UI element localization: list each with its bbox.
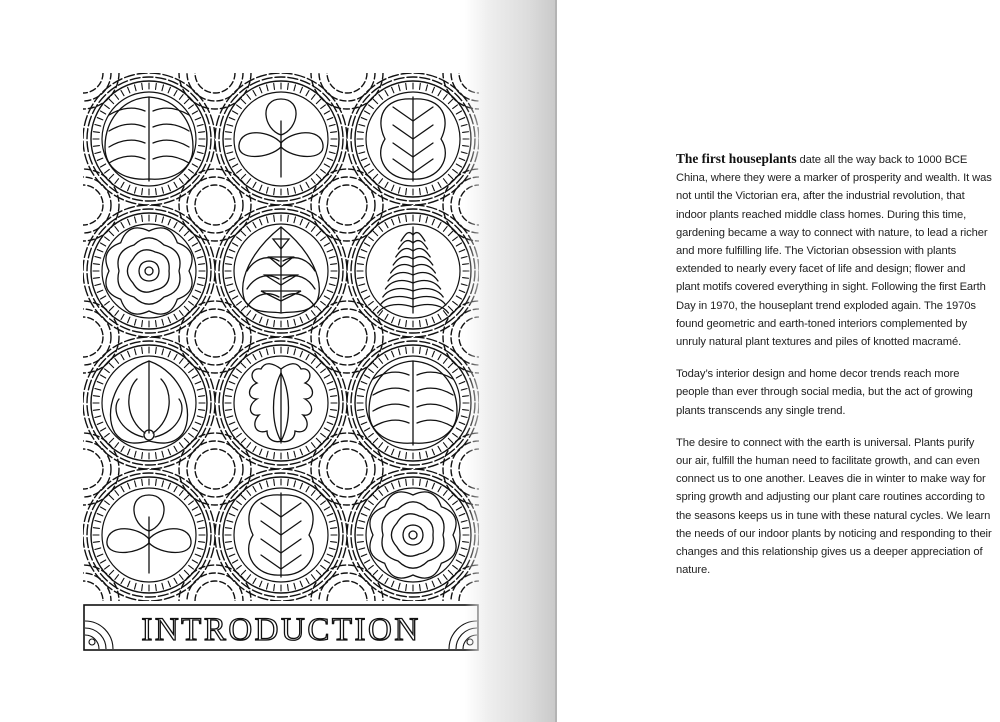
lead-in: The first houseplants bbox=[676, 151, 797, 166]
paragraph-3: The desire to connect with the earth is universal. Plants purify our air, fulfill the human need to facilitate growth, and can even connect us to one another. Leaves die in winter to make way for spring growth and adjusting our plant care routines according to the seasons keeps us in tune with these natural cycles. We learn the needs of our indoor plants by noticing and responding to their changes and this relationship gives us a deeper appreciation of nature. bbox=[676, 436, 992, 577]
gutter-shadow bbox=[465, 0, 556, 722]
chapter-title: INTRODUCTION bbox=[141, 612, 421, 648]
medallion-wavy-oak-leaf-icon bbox=[179, 301, 383, 505]
botanical-illustration bbox=[83, 73, 479, 651]
body-text bbox=[676, 150, 992, 593]
paragraph-2: Today’s interior design and home decor trends reach more people than ever through social media, but the act of growing plants transcends any single trend. bbox=[676, 368, 973, 417]
medallion-grid-illustration bbox=[83, 73, 479, 651]
paragraph-1 bbox=[676, 150, 992, 351]
paragraph-text: date all the way back to 1000 BCE China, where they were a marker of prosperity and wealth. It was not until the Victorian era, after the industrial revolution, that indoor plants reached middle class homes. During this time, gardening became a way to connect with nature, to lead a richer and more fulfilling life. The Victorian obsession with plants extended to nearly every facet of life and design; flower and plant motifs covered everything in sight. Following the first Earth Day in 1970, the houseplant trend exploded again. The 1970s found geometric and earth-toned interiors complemented by unruly natural plant textures and piles of knotted macramé. bbox=[676, 154, 992, 349]
right-page bbox=[557, 0, 1000, 722]
medallion-tiles bbox=[83, 73, 479, 637]
medallion-heart-veined-leaf-icon bbox=[179, 169, 383, 373]
title-banner bbox=[84, 605, 478, 650]
